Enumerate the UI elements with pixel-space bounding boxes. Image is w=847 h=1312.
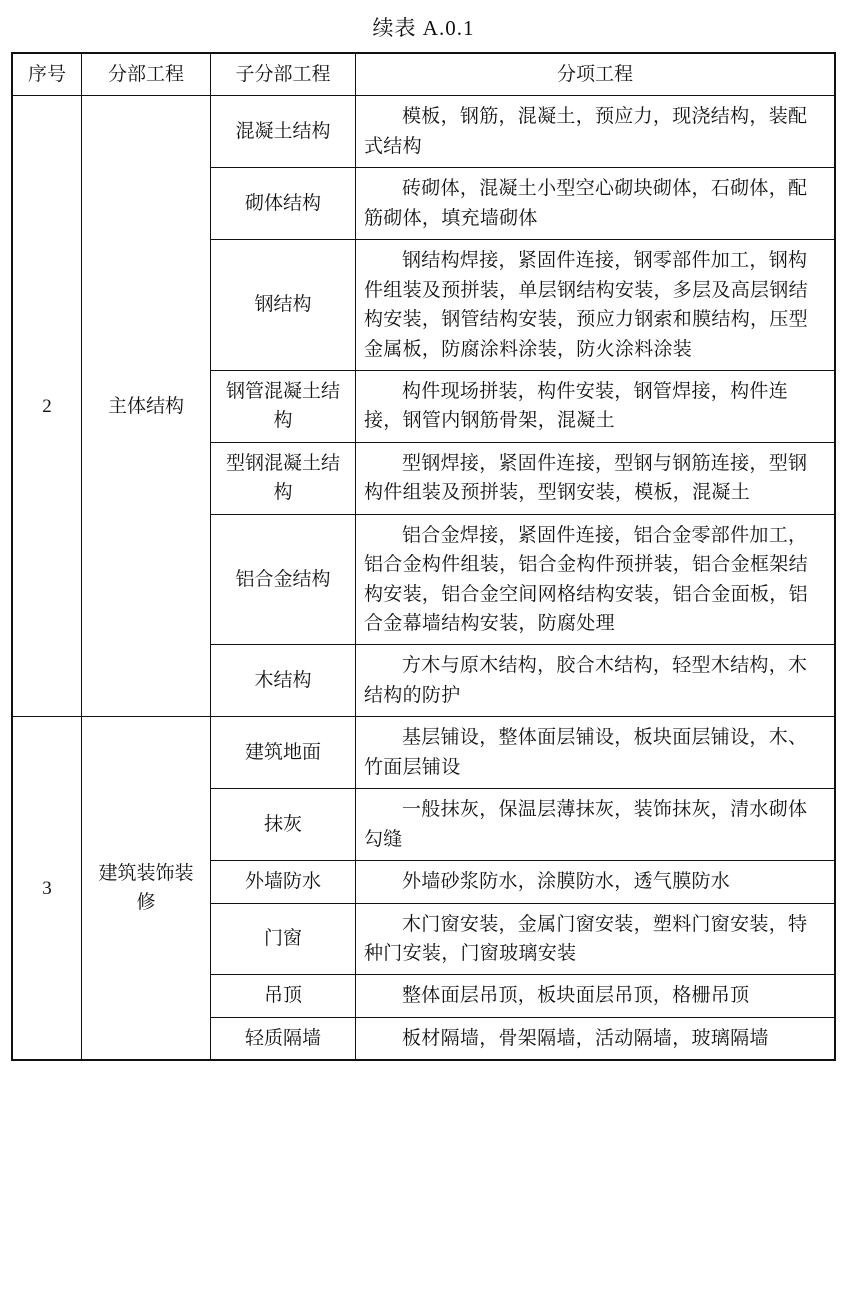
subdivision-name: 型钢混凝土结构 (211, 442, 356, 514)
page-title: 续表 A.0.1 (372, 16, 475, 40)
subdivision-items: 木门窗安装，金属门窗安装，塑料门窗安装，特种门安装，门窗玻璃安装 (356, 903, 836, 975)
group-division: 建筑装饰装修 (82, 717, 211, 1060)
table-row (12, 717, 835, 789)
table-row (12, 96, 835, 168)
table-body (12, 96, 835, 1060)
header-cell-items: 分项工程 (356, 53, 836, 96)
subdivision-items: 外墙砂浆防水，涂膜防水，透气膜防水 (356, 861, 836, 903)
subdivision-name: 钢管混凝土结构 (211, 370, 356, 442)
subdivision-name: 铝合金结构 (211, 514, 356, 645)
subdivision-name: 混凝土结构 (211, 96, 356, 168)
subdivision-items: 方木与原木结构，胶合木结构，轻型木结构，木结构的防护 (356, 645, 836, 717)
subdivision-name: 木结构 (211, 645, 356, 717)
group-division: 主体结构 (82, 96, 211, 717)
subdivision-name: 轻质隔墙 (211, 1017, 356, 1060)
subdivision-name: 门窗 (211, 903, 356, 975)
table-header-row (12, 53, 835, 96)
subdivision-name: 外墙防水 (211, 861, 356, 903)
subdivision-name: 砌体结构 (211, 168, 356, 240)
subdivision-items: 型钢焊接，紧固件连接，型钢与钢筋连接，型钢构件组装及预拼装，型钢安装，模板，混凝土 (356, 442, 836, 514)
subdivision-items: 模板，钢筋，混凝土，预应力，现浇结构，装配式结构 (356, 96, 836, 168)
group-no: 3 (12, 717, 82, 1060)
subdivision-items: 基层铺设，整体面层铺设，板块面层铺设，木、竹面层铺设 (356, 717, 836, 789)
subdivision-items: 钢结构焊接，紧固件连接，钢零部件加工，钢构件组装及预拼装，单层钢结构安装，多层及高层钢结构安装，钢管结构安装，预应力钢索和膜结构，压型金属板，防腐涂料涂装，防火涂料涂装 (356, 240, 836, 371)
subdivision-name: 钢结构 (211, 240, 356, 371)
header-cell-division: 分部工程 (82, 53, 211, 96)
subdivision-items: 构件现场拼装，构件安装，钢管焊接，构件连接，钢管内钢筋骨架，混凝土 (356, 370, 836, 442)
subdivision-items: 一般抹灰，保温层薄抹灰，装饰抹灰，清水砌体勾缝 (356, 789, 836, 861)
subdivision-name: 建筑地面 (211, 717, 356, 789)
construction-subdivision-table (11, 52, 836, 1061)
header-cell-subdivision: 子分部工程 (211, 53, 356, 96)
subdivision-name: 吊顶 (211, 975, 356, 1017)
header-cell-no: 序号 (12, 53, 82, 96)
table-header (12, 53, 835, 96)
subdivision-items: 整体面层吊顶，板块面层吊顶，格栅吊顶 (356, 975, 836, 1017)
subdivision-items: 板材隔墙，骨架隔墙，活动隔墙，玻璃隔墙 (356, 1017, 836, 1060)
group-no: 2 (12, 96, 82, 717)
subdivision-items: 砖砌体，混凝土小型空心砌块砌体，石砌体，配筋砌体，填充墙砌体 (356, 168, 836, 240)
subdivision-items: 铝合金焊接，紧固件连接，铝合金零部件加工，铝合金构件组装，铝合金构件预拼装，铝合金框架结构安装，铝合金空间网格结构安装，铝合金面板，铝合金幕墙结构安装，防腐处理 (356, 514, 836, 645)
subdivision-name: 抹灰 (211, 789, 356, 861)
